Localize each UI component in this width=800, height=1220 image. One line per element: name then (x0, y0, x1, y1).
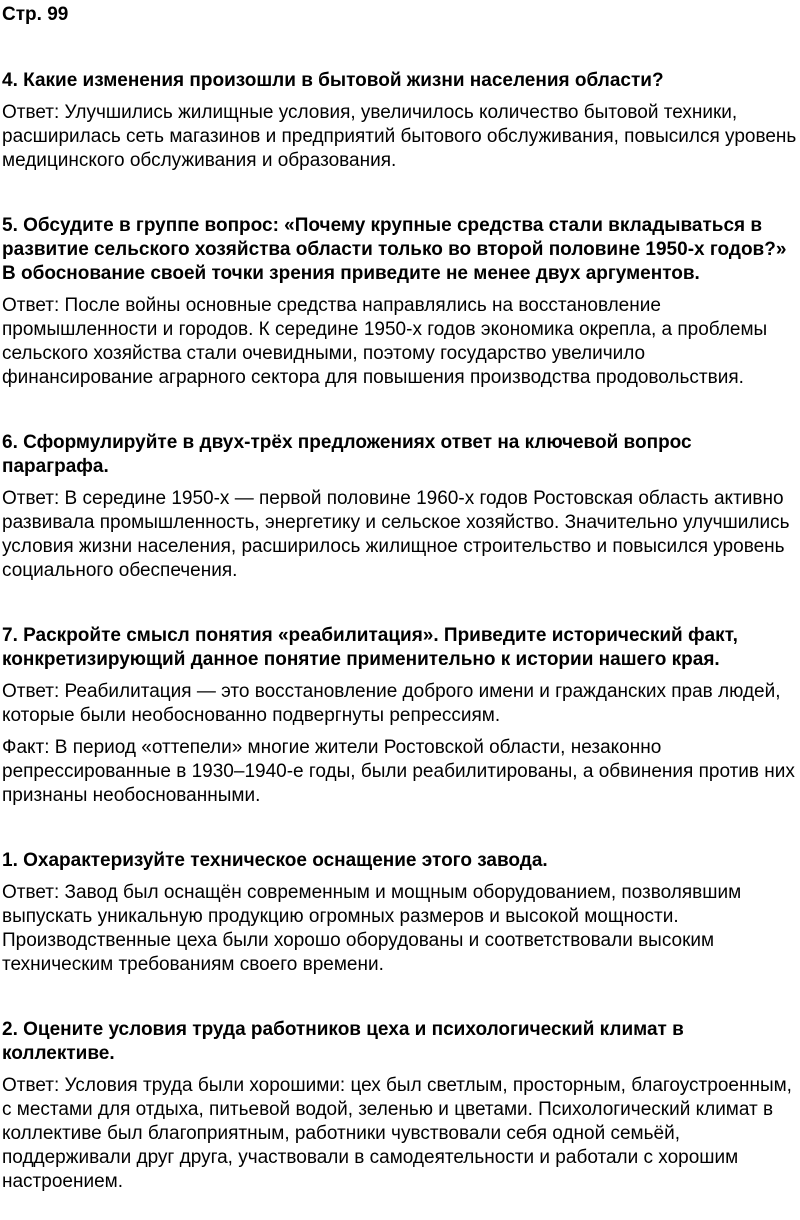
answer-paragraph: Ответ: Реабилитация — это восстановление доброго имени и гражданских прав людей, которые были необоснованно подвергнуты репрессиям. (2, 681, 781, 726)
answer-paragraph: Ответ: После войны основные средства направлялись на восстановление промышленности и городов. К середине 1950-х годов экономика окрепла, а проблемы сельского хозяйства стали очевидными, поэтому государство увеличило финансирование аграрного сектора для повышения производства продовольствия. (2, 295, 768, 388)
question-heading: 1. Охарактеризуйте техническое оснащение этого завода. (2, 850, 548, 871)
page-number: Стр. 99 (2, 4, 69, 25)
qa-block-6 (2, 431, 800, 583)
answer-paragraph: Ответ: Улучшились жилищные условия, увеличилось количество бытовой техники, расширилась сеть магазинов и предприятий бытового обслуживания, повысился уровень медицинского обслуживания и образования. (2, 102, 797, 171)
qa-block-5 (2, 214, 800, 390)
qa-block-4 (2, 69, 800, 173)
answer-paragraph: Ответ: Условия труда были хорошими: цех был светлым, просторным, благоустроенным, с местами для отдыха, питьевой водой, зеленью и цветами. Психологический климат в коллективе был благоприятным, работники чувствовали себя одной семьёй, поддерживали друг друга, участвовали в самодеятельности и работали с хорошим настроением. (2, 1075, 792, 1192)
fact-paragraph: Факт: В период «оттепели» многие жители Ростовской области, незаконно репрессированные в 1930–1940-е годы, были реабилитированы, а обвинения против них признаны необоснованными. (2, 737, 795, 806)
question-heading: 2. Оцените условия труда работников цеха и психологический климат в коллективе. (2, 1019, 684, 1064)
qa-block-1 (2, 849, 800, 977)
question-heading: 7. Раскройте смысл понятия «реабилитация». Приведите исторический факт, конкретизирующий данное понятие применительно к истории нашего края. (2, 625, 738, 670)
question-heading: 4. Какие изменения произошли в бытовой жизни населения области? (2, 70, 664, 91)
qa-block-7 (2, 624, 800, 808)
answer-paragraph: Ответ: Завод был оснащён современным и мощным оборудованием, позволявшим выпускать уникальную продукцию огромных размеров и высокой мощности. Производственные цеха были хорошо оборудованы и соответствовали высоким техническим требованиям своего времени. (2, 882, 742, 975)
qa-block-2 (2, 1018, 800, 1194)
question-heading: 6. Сформулируйте в двух-трёх предложениях ответ на ключевой вопрос параграфа. (2, 432, 692, 477)
answer-paragraph: Ответ: В середине 1950-х — первой половине 1960-х годов Ростовская область активно развивала промышленность, энергетику и сельское хозяйство. Значительно улучшились условия жизни населения, расширилось жилищное строительство и повысился уровень социального обеспечения. (2, 488, 790, 581)
question-heading: 5. Обсудите в группе вопрос: «Почему крупные средства стали вкладываться в развитие сельского хозяйства области только во второй половине 1950-х годов?» В обоснование своей точки зрения приведите не менее двух аргументов. (2, 215, 787, 284)
